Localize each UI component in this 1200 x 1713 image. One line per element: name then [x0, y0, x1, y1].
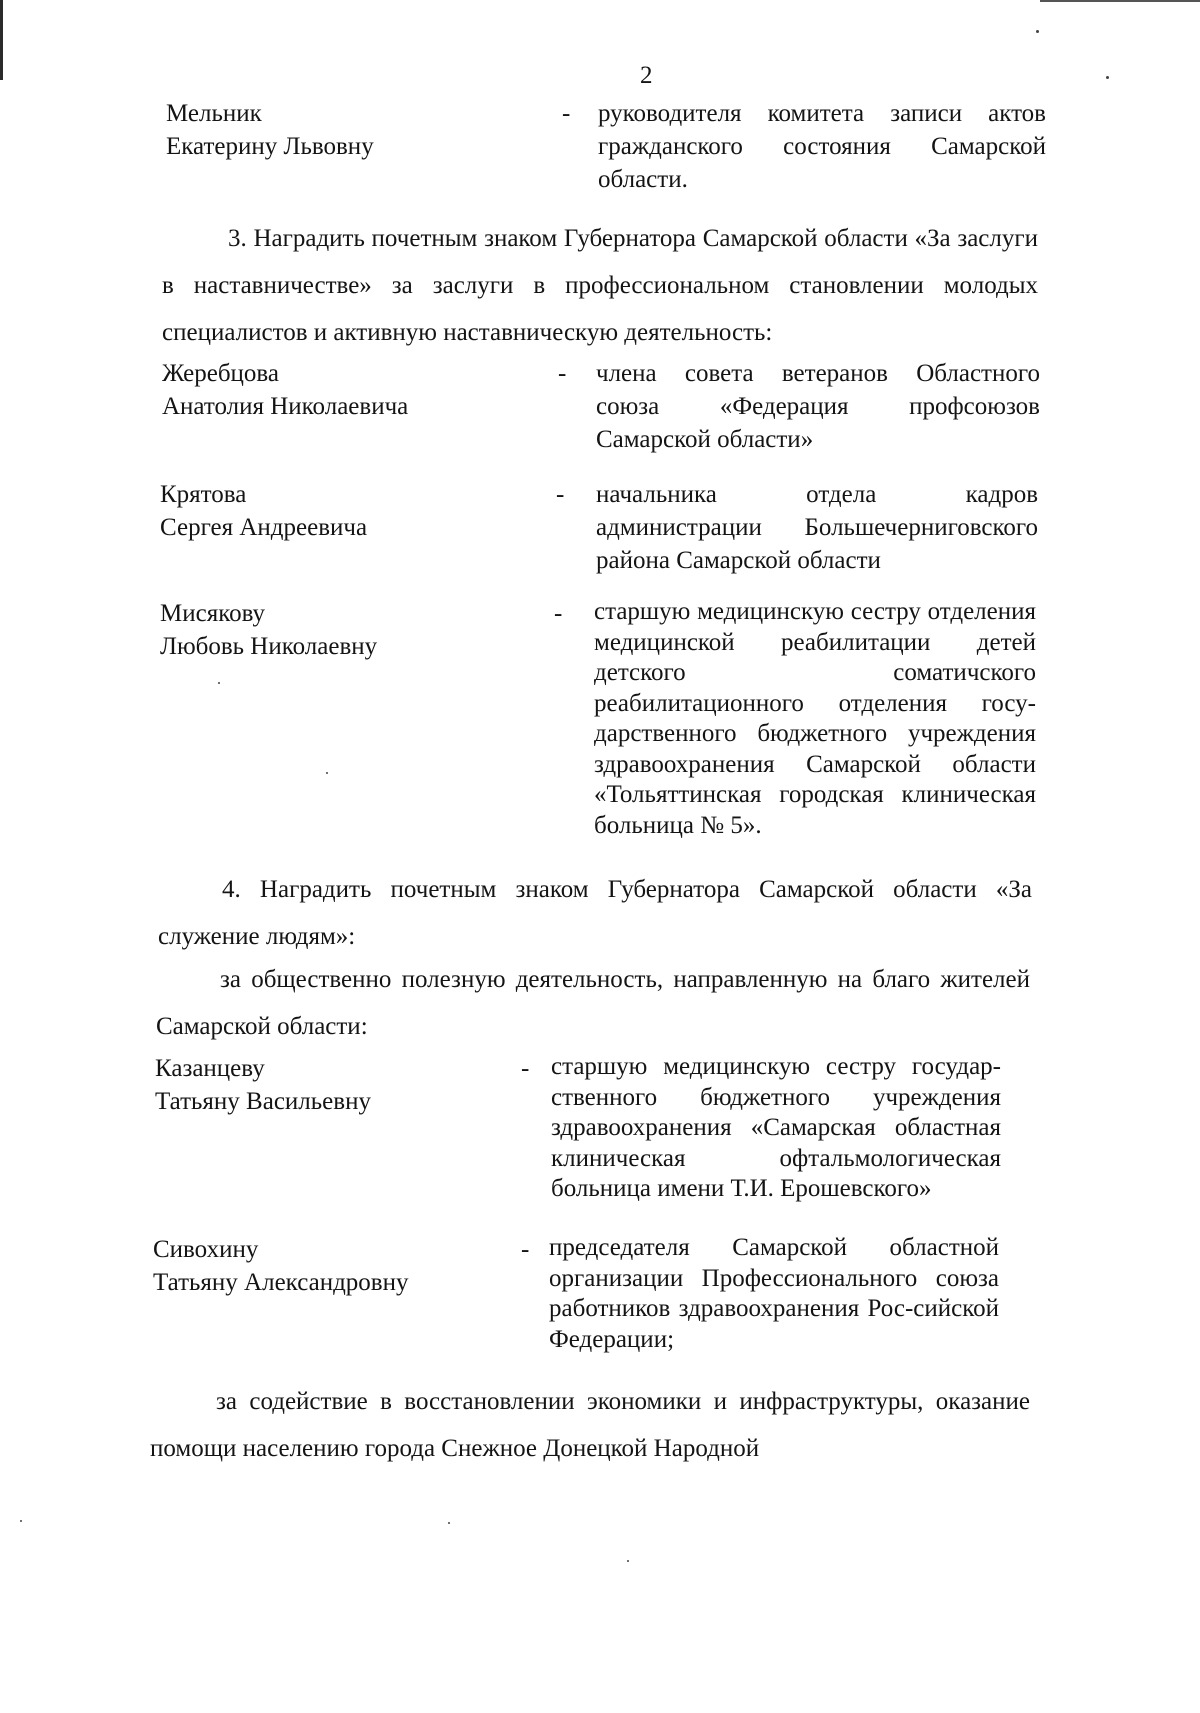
recipient-name [162, 357, 408, 423]
award-entry [153, 1233, 1033, 1363]
separator-dash: - [558, 360, 567, 387]
award-entry [160, 597, 1040, 847]
recipient-surname: Мисякову [160, 600, 266, 627]
recipient-name [160, 597, 377, 663]
paragraph-public-service [156, 956, 1030, 1050]
recipient-surname: Жеребцова [162, 360, 279, 387]
recipient-name [160, 478, 367, 544]
scan-speck [1036, 30, 1039, 33]
paragraph-item-3 [162, 215, 1038, 356]
scan-speck [1106, 76, 1109, 79]
recipient-given-names: Татьяну Васильевну [155, 1088, 371, 1115]
recipient-name [155, 1052, 371, 1118]
paragraph-text: 4. Наградить почетным знаком Губернатора Самарской области «За служение людям»: [158, 876, 1032, 950]
scan-top-line [1040, 0, 1200, 2]
recipient-surname: Мельник [166, 100, 262, 127]
separator-dash: - [521, 1055, 530, 1082]
recipient-position: члена совета ветеранов Областного союза «Федерация профсоюзов Самарской области» [596, 360, 1040, 453]
recipient-surname: Крятова [160, 481, 247, 508]
award-entry [162, 357, 1042, 457]
separator-dash: - [554, 600, 563, 627]
recipient-surname: Сивохину [153, 1236, 259, 1263]
recipient-given-names: Любовь Николаевну [160, 633, 378, 660]
paragraph-text: 3. Наградить почетным знаком Губернатора Самарской области «За заслуги в наставничестве» за заслуги в профессиональном становлении молодых специалистов и активную наставническую деятельность: [162, 225, 1038, 346]
recipient-surname: Казанцеву [155, 1055, 265, 1082]
paragraph-text: за общественно полезную деятельность, направленную на благо жителей Самарской области: [156, 966, 1030, 1040]
recipient-position: начальника отдела кадров администрации Большечерниговского района Самарской области [596, 481, 1038, 574]
scan-speck [627, 1560, 629, 1562]
separator-dash: - [521, 1236, 530, 1263]
recipient-position: руководителя комитета записи актов гражданского состояния Самарской области. [598, 100, 1046, 193]
scan-speck [218, 682, 220, 684]
separator-dash: - [562, 100, 571, 127]
award-entry [155, 1052, 1035, 1212]
recipient-given-names: Екатерину Львовну [166, 133, 374, 160]
recipient-name [166, 97, 374, 163]
award-entry [160, 478, 1040, 578]
page-number: 2 [640, 62, 653, 89]
award-entry [166, 97, 1046, 197]
recipient-position: старшую медицинскую сестру государ-ственного бюджетного учреждения здравоохранения «Самарская областная клиническая офтальмологическая больница имени Т.И. Ерошевского» [551, 1053, 1001, 1202]
recipient-name [153, 1233, 408, 1299]
paragraph-reconstruction-aid [150, 1378, 1030, 1472]
recipient-position: старшую медицинскую сестру отделения медицинской реабилитации детей детского соматичского реабилитационного отделения госу-дарственного бюджетного учреждения здравоохранения Самарской области «Тольяттинская городская клиническая больница № 5». [594, 598, 1036, 839]
recipient-position: председателя Самарской областной организации Профессионального союза работников здравоохранения Рос-сийской Федерации; [549, 1234, 999, 1353]
recipient-given-names: Сергея Андреевича [160, 514, 368, 541]
paragraph-item-4 [158, 866, 1032, 960]
separator-dash: - [556, 481, 565, 508]
scan-speck [326, 772, 328, 774]
recipient-given-names: Татьяну Александровну [153, 1269, 409, 1296]
scan-speck [448, 1522, 450, 1524]
scan-edge-mark [0, 0, 3, 80]
paragraph-text: за содействие в восстановлении экономики и инфраструктуры, оказание помощи населению города Снежное Донецкой Народной [150, 1388, 1030, 1462]
scan-speck [20, 1520, 22, 1522]
recipient-given-names: Анатолия Николаевича [162, 393, 409, 420]
